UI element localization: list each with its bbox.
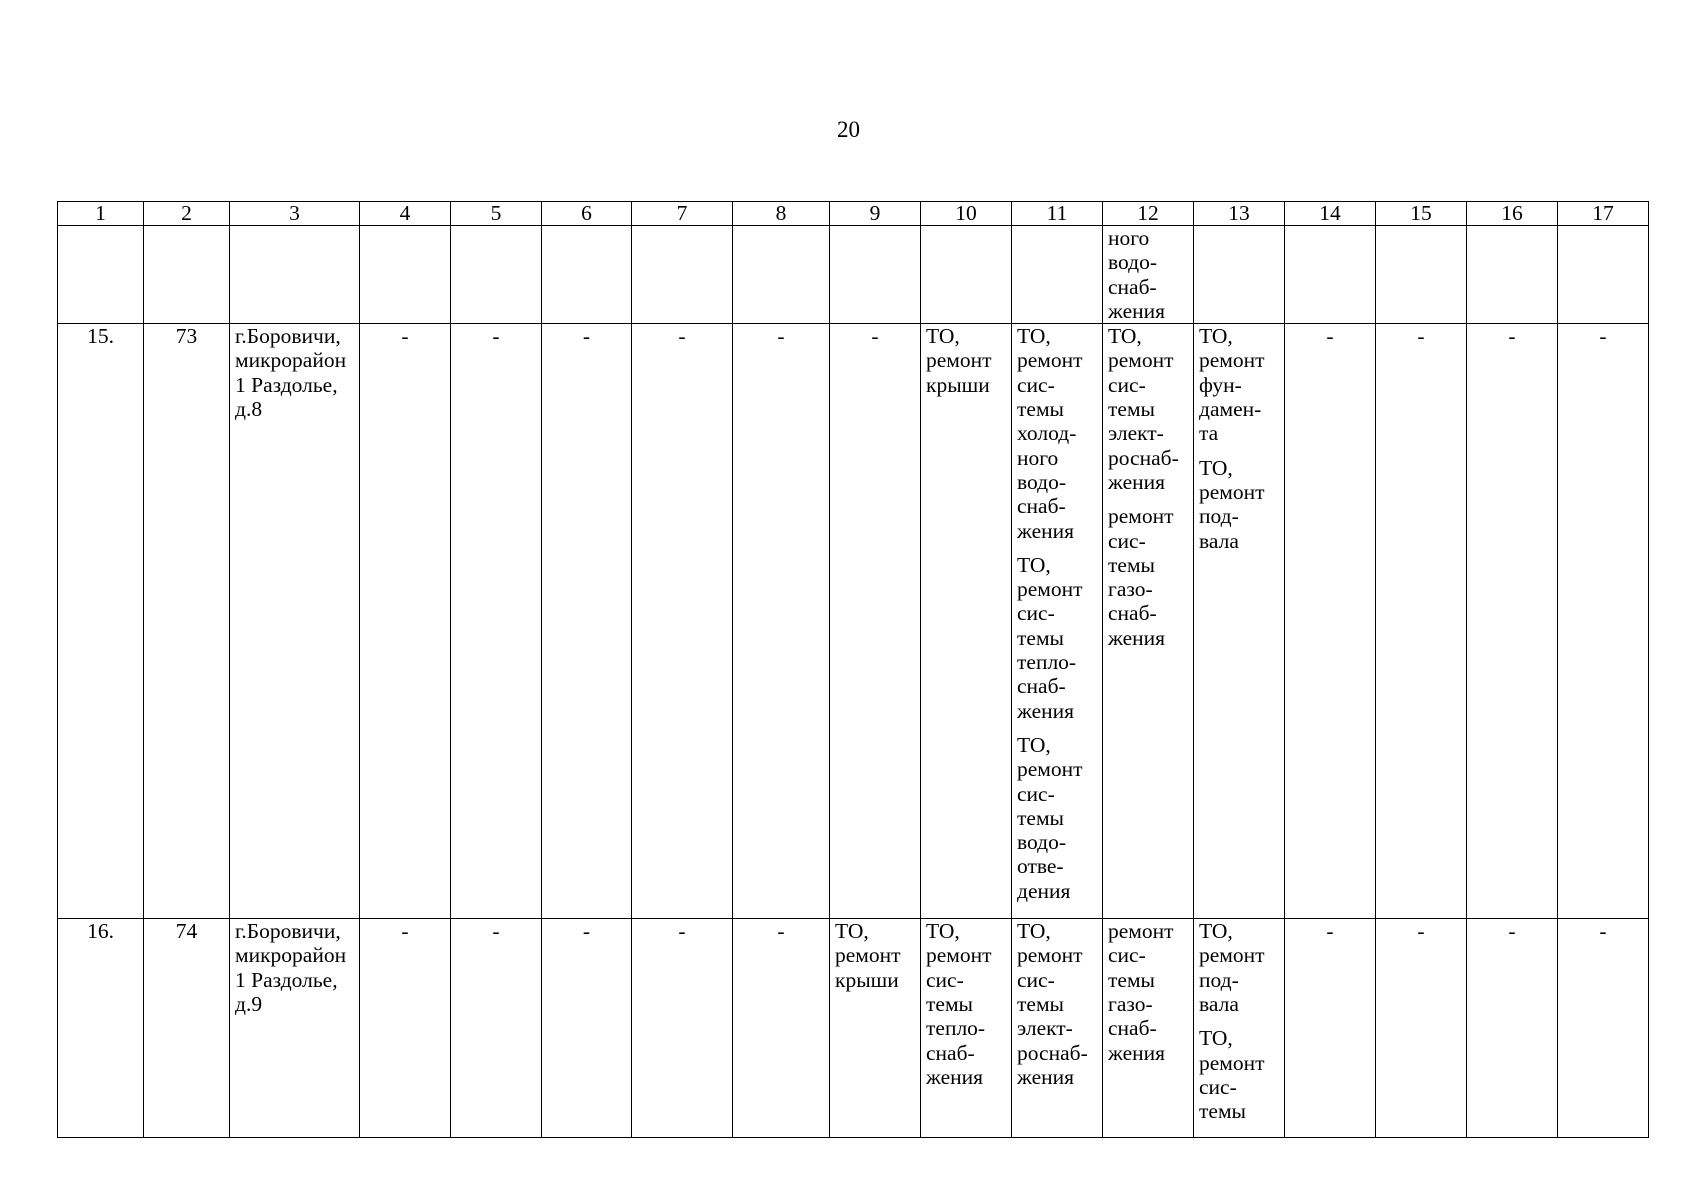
empty-dash: - — [451, 919, 542, 1138]
column-number: 8 — [733, 202, 830, 226]
empty-dash: - — [1558, 324, 1649, 919]
empty-dash: - — [1467, 324, 1558, 919]
column-number: 14 — [1285, 202, 1376, 226]
column-number: 10 — [921, 202, 1012, 226]
column-number: 1 — [58, 202, 144, 226]
column-number: 11 — [1012, 202, 1103, 226]
column-number: 17 — [1558, 202, 1649, 226]
continuation-row — [58, 226, 1649, 324]
empty-dash: - — [1558, 919, 1649, 1138]
column-number: 3 — [230, 202, 360, 226]
empty-dash: - — [1285, 919, 1376, 1138]
works-plan-table — [57, 201, 1649, 1138]
column-number: 7 — [632, 202, 733, 226]
column-number: 15 — [1376, 202, 1467, 226]
house-code: 73 — [144, 324, 230, 919]
column-number-row — [58, 202, 1649, 226]
empty-dash: - — [1376, 919, 1467, 1138]
work-item: ТО, ремонт сис- темы тепло- снаб- жения — [921, 919, 1012, 1138]
work-item: ТО, ремонт сис- темы холод- ного водо- снаб- жения ТО, ремонт сис- темы тепло- снаб- жения ТО, ремонт сис- темы водо- отве- дения — [1012, 324, 1103, 919]
row-number: 16. — [58, 919, 144, 1138]
column-number: 12 — [1103, 202, 1194, 226]
column-number: 16 — [1467, 202, 1558, 226]
work-item: ТО, ремонт сис- темы элект- роснаб- жения — [1012, 919, 1103, 1138]
continued-work-text: ного водо- снаб- жения — [1103, 226, 1194, 324]
column-number: 6 — [542, 202, 632, 226]
empty-dash: - — [542, 919, 632, 1138]
work-item: ремонт сис- темы газо- снаб- жения — [1103, 919, 1194, 1138]
empty-dash: - — [1467, 919, 1558, 1138]
empty-dash: - — [632, 919, 733, 1138]
table-row-16 — [58, 919, 1649, 1138]
work-item: ТО, ремонт под- вала ТО, ремонт сис- темы — [1194, 919, 1285, 1138]
column-number: 2 — [144, 202, 230, 226]
empty-dash: - — [1285, 324, 1376, 919]
house-address: г.Боровичи, микрорайон 1 Раздолье, д.9 — [230, 919, 360, 1138]
column-number: 13 — [1194, 202, 1285, 226]
work-item: ТО, ремонт сис- темы элект- роснаб- жения ремонт сис- темы газо- снаб- жения — [1103, 324, 1194, 919]
empty-dash: - — [360, 919, 451, 1138]
table-row-15 — [58, 324, 1649, 919]
empty-dash: - — [632, 324, 733, 919]
empty-dash: - — [733, 324, 830, 919]
empty-dash: - — [542, 324, 632, 919]
row-number: 15. — [58, 324, 144, 919]
house-code: 74 — [144, 919, 230, 1138]
work-item: ТО, ремонт фун- дамен- та ТО, ремонт под- вала — [1194, 324, 1285, 919]
empty-dash: - — [360, 324, 451, 919]
page-number: 20 — [837, 117, 860, 142]
empty-dash: - — [733, 919, 830, 1138]
work-item: ТО, ремонт крыши — [921, 324, 1012, 919]
work-item: ТО, ремонт крыши — [830, 919, 921, 1138]
column-number: 9 — [830, 202, 921, 226]
house-address: г.Боровичи, микрорайон 1 Раздолье, д.8 — [230, 324, 360, 919]
empty-dash: - — [451, 324, 542, 919]
column-number: 5 — [451, 202, 542, 226]
column-number: 4 — [360, 202, 451, 226]
empty-dash: - — [1376, 324, 1467, 919]
empty-dash: - — [830, 324, 921, 919]
